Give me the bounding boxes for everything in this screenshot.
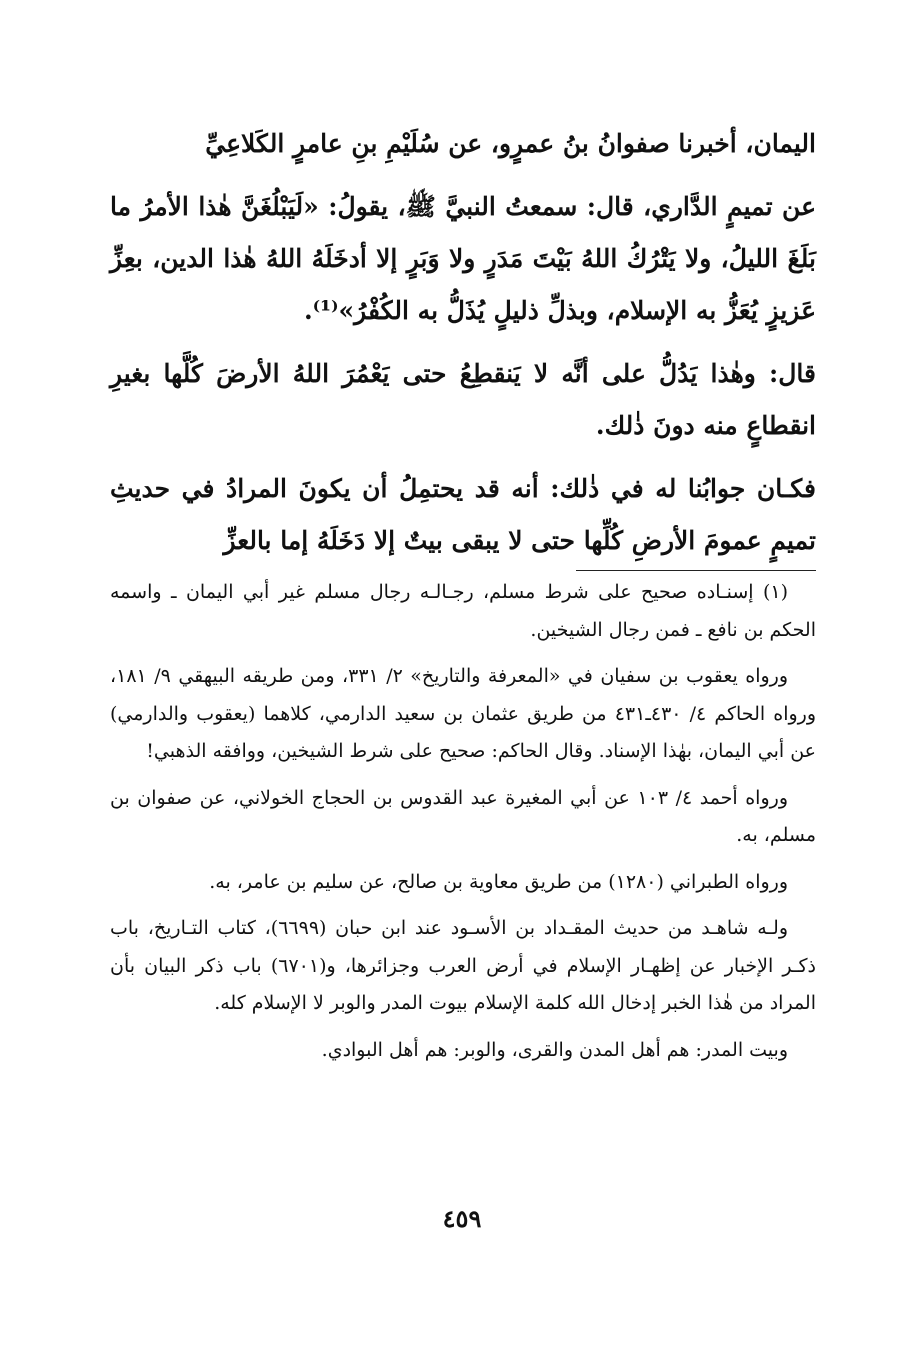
footnote-paragraph-6: وبيت المدر: هم أهل المدن والقرى، والوبر: هم أهل البوادي. — [321, 1038, 788, 1061]
main-paragraph-3: قال: وهٰذا يَدُلُّ على أنَّه لا يَنقطِعُ حتى يَعْمُرَ اللهُ الأرضَ كُلَّها بغيرِ انقطاعٍ منه دونَ ذٰلك. — [110, 359, 816, 440]
footnote-separator — [576, 570, 816, 571]
footnote-paragraph-2: ورواه يعقوب بن سفيان في «المعرفة والتاريخ» ٢/ ٣٣١، ومن طريقه البيهقي ٩/ ١٨١، ورواه الحاكم ٤/ ٤٣٠ـ٤٣١ من طريق عثمان بن سعيد الدارمي، كلاهما (يعقوب والدارمي) عن أبي اليمان، بهٰذا الإسناد. وقال الحاكم: صحيح على شرط الشيخين، ووافقه الذهبي! — [110, 665, 816, 762]
footnote-paragraph-1: (١) إسنـاده صحيح على شرط مسلم، رجـالـه رجال مسلم غير أبي اليمان ـ واسمه الحكم بن نافع ـ فمن رجال الشيخين. — [110, 581, 816, 641]
footnote-paragraph-5: ولـه شاهـد من حديث المقـداد بن الأسـود عند ابن حبان (٦٦٩٩)، كتاب التـاريخ، باب ذكـر الإخبار عن إظهـار الإسلام في أرض العرب وجزائرها، و(٦٧٠١) باب ذكر البيان بأن المراد من هٰذا الخبر إدخال الله كلمة الإسلام بيوت المدر والوبر لا الإسلام كله. — [110, 917, 816, 1014]
main-text-body — [110, 118, 816, 578]
main-paragraph-4: فكـان جوابُنا له في ذٰلك: أنه قد يحتمِلُ أن يكونَ المرادُ في حديثِ تميمٍ عمومَ الأرضِ كُلِّها حتى لا يبقى بيتٌ إلا دَخَلَهُ إما بالعزِّ — [110, 474, 816, 555]
footnotes-section — [110, 574, 816, 1078]
page-number: ٤٥٩ — [442, 1204, 482, 1233]
footnote-paragraph-3: ورواه أحمد ٤/ ١٠٣ عن أبي المغيرة عبد القدوس بن الحجاج الخولاني، عن صفوان بن مسلم، به. — [110, 786, 816, 846]
footnote-paragraph-4: ورواه الطبراني (١٢٨٠) من طريق معاوية بن صالح، عن سليم بن عامر، به. — [209, 870, 788, 893]
main-paragraph-2: عن تميمٍ الدَّاري، قال: سمعتُ النبيَّ ﷺ، يقولُ: «لَيَبْلُغَنَّ هٰذا الأمرُ ما بَلَغَ الليلُ، ولا يَتْرُكُ اللهُ بَيْتَ مَدَرٍ ولا وَبَرٍ إلا أدخَلَهُ اللهُ هٰذا الدين، بعِزِّ عَزيزٍ يُعَزُّ به الإسلام، وبذلِّ ذليلٍ يُذَلُّ به الكُفْرُ»⁽¹⁾. — [110, 192, 816, 325]
main-paragraph-1: اليمان، أخبرنا صفوانُ بنُ عمرٍو، عن سُلَيْمِ بنِ عامرٍ الكَلاعِيِّ — [205, 129, 816, 158]
